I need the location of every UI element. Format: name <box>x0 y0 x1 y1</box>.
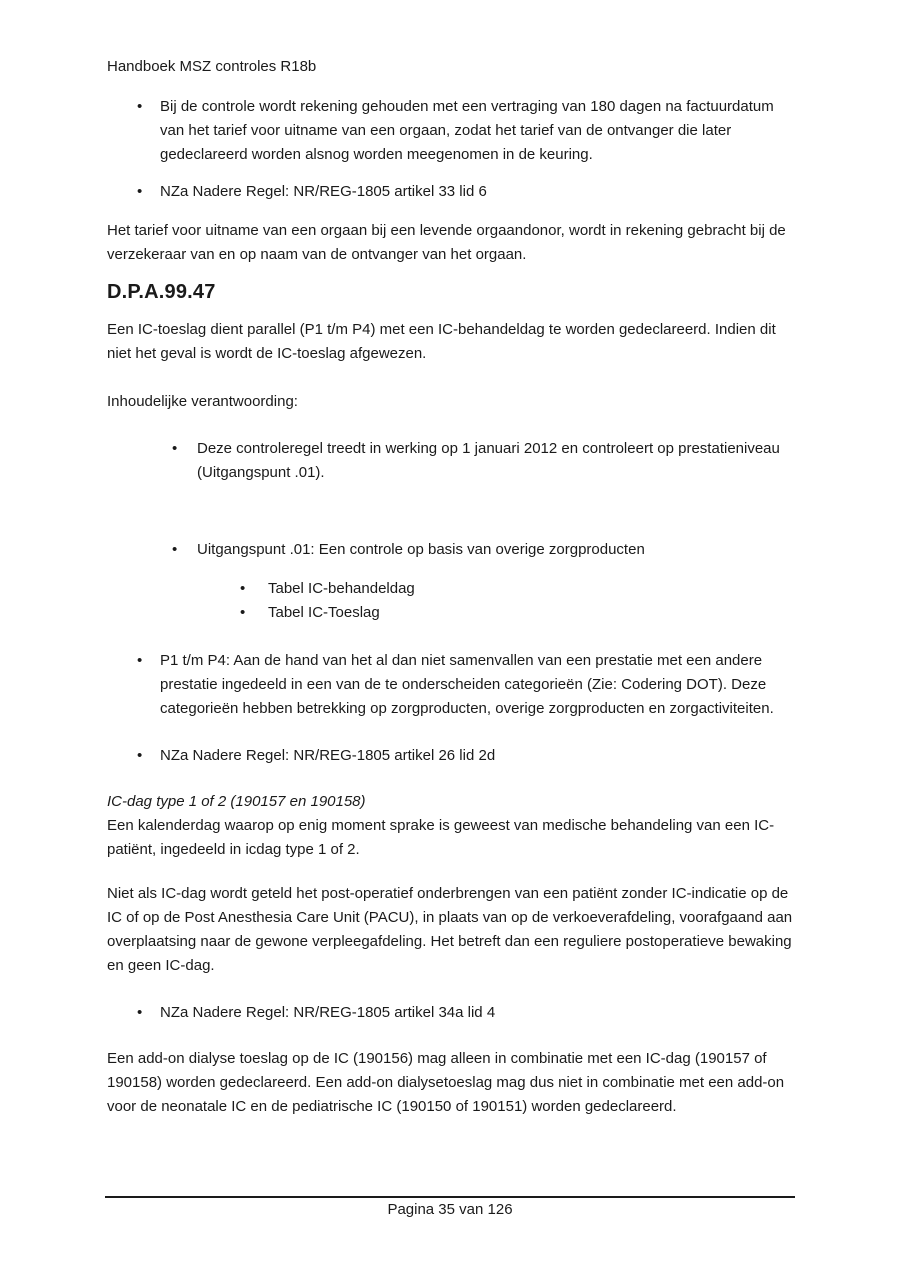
bullet-icon: • <box>137 98 143 115</box>
bullet-text: NZa Nadere Regel: NR/REG-1805 artikel 34a lid 4 <box>160 1004 496 1021</box>
sub-bullet-item-tabel-behandeldag <box>107 577 795 601</box>
bullet-text: Uitgangspunt .01: Een controle op basis van overige zorgproducten <box>197 541 645 558</box>
bullet-text: P1 t/m P4: Aan de hand van het al dan niet samenvallen van een prestatie met een andere prestatie ingedeeld in een van de te onderscheiden categorieën (Zie: Codering DOT). Deze categorieën hebben betrekking op zorgproducten, overige zorgproducten en zorgactiviteiten. <box>160 652 774 717</box>
bullet-item-uitgangspunt <box>107 538 795 562</box>
bullet-text: NZa Nadere Regel: NR/REG-1805 artikel 26 lid 2d <box>160 747 496 764</box>
bullet-icon: • <box>137 747 143 764</box>
paragraph-icdag-uitzondering: Niet als IC-dag wordt geteld het post-operatief onderbrengen van een patiënt zonder IC-indicatie op de IC of op de Post Anesthesia Care Unit (PACU), in plaats van op de verkoeverafdeling, voorafgaand aan overplaatsing naar de gewone verpleegafdeling. Het betreft dan een reguliere postoperatieve bewaking en geen IC-dag. <box>107 885 793 974</box>
bullet-item-controleregel <box>107 437 795 485</box>
footer-divider <box>105 1196 795 1198</box>
footer-page-number: Pagina 35 van 126 <box>387 1201 513 1218</box>
page-content <box>107 55 795 1119</box>
bullet-icon: • <box>137 652 143 669</box>
bullet-text: NZa Nadere Regel: NR/REG-1805 artikel 33 lid 6 <box>160 183 487 200</box>
bullet-icon: • <box>172 541 178 558</box>
document-header-title: Handboek MSZ controles R18b <box>107 58 317 75</box>
paragraph-icdag-definition: Een kalenderdag waarop op enig moment sprake is geweest van medische behandeling van een IC-patiënt, ingedeeld in icdag type 1 of 2. <box>107 817 775 858</box>
bullet-icon: • <box>240 604 246 621</box>
paragraph-addon-dialyse: Een add-on dialyse toeslag op de IC (190156) mag alleen in combinatie met een IC-dag (190157 of 190158) worden gedeclareerd. Een add-on dialysetoeslag mag dus niet in combinatie met een add-on voor de neonatale IC en de pediatrische IC (190150 of 190151) worden gedeclareerd. <box>107 1050 785 1115</box>
bullet-icon: • <box>172 440 178 457</box>
paragraph-ic-toeslag-intro: Een IC-toeslag dient parallel (P1 t/m P4) met een IC-behandeldag te worden gedeclareerd. Indien dit niet het geval is wordt de IC-toeslag afgewezen. <box>107 321 776 362</box>
bullet-text: Tabel IC-Toeslag <box>268 604 380 621</box>
bullet-item-nza-26 <box>107 744 795 768</box>
bullet-icon: • <box>137 1004 143 1021</box>
subheading-ic-dag-type: IC-dag type 1 of 2 (190157 en 190158) <box>107 793 366 810</box>
bullet-item-vertraging <box>107 95 795 167</box>
bullet-item-p1-p4 <box>107 649 795 721</box>
section-heading-dpa-99-47: D.P.A.99.47 <box>107 281 216 303</box>
sub-bullet-item-tabel-toeslag <box>107 601 795 625</box>
bullet-item-nza-34a <box>107 1001 795 1025</box>
label-inhoudelijke-verantwoording: Inhoudelijke verantwoording: <box>107 393 298 410</box>
bullet-item-nza-33 <box>107 180 795 204</box>
paragraph-tarief-orgaan: Het tarief voor uitname van een orgaan bij een levende orgaandonor, wordt in rekening gebracht bij de verzekeraar van en op naam van de ontvanger van het orgaan. <box>107 222 786 263</box>
bullet-icon: • <box>240 580 246 597</box>
bullet-text: Deze controleregel treedt in werking op 1 januari 2012 en controleert op prestatieniveau (Uitgangspunt .01). <box>197 440 780 481</box>
bullet-icon: • <box>137 183 143 200</box>
bullet-text: Tabel IC-behandeldag <box>268 580 415 597</box>
bullet-text: Bij de controle wordt rekening gehouden met een vertraging van 180 dagen na factuurdatum van het tarief voor uitname van een orgaan, zodat het tarief van de ontvanger die later gedeclareerd worden alsnog worden meegenomen in de keuring. <box>160 98 774 163</box>
